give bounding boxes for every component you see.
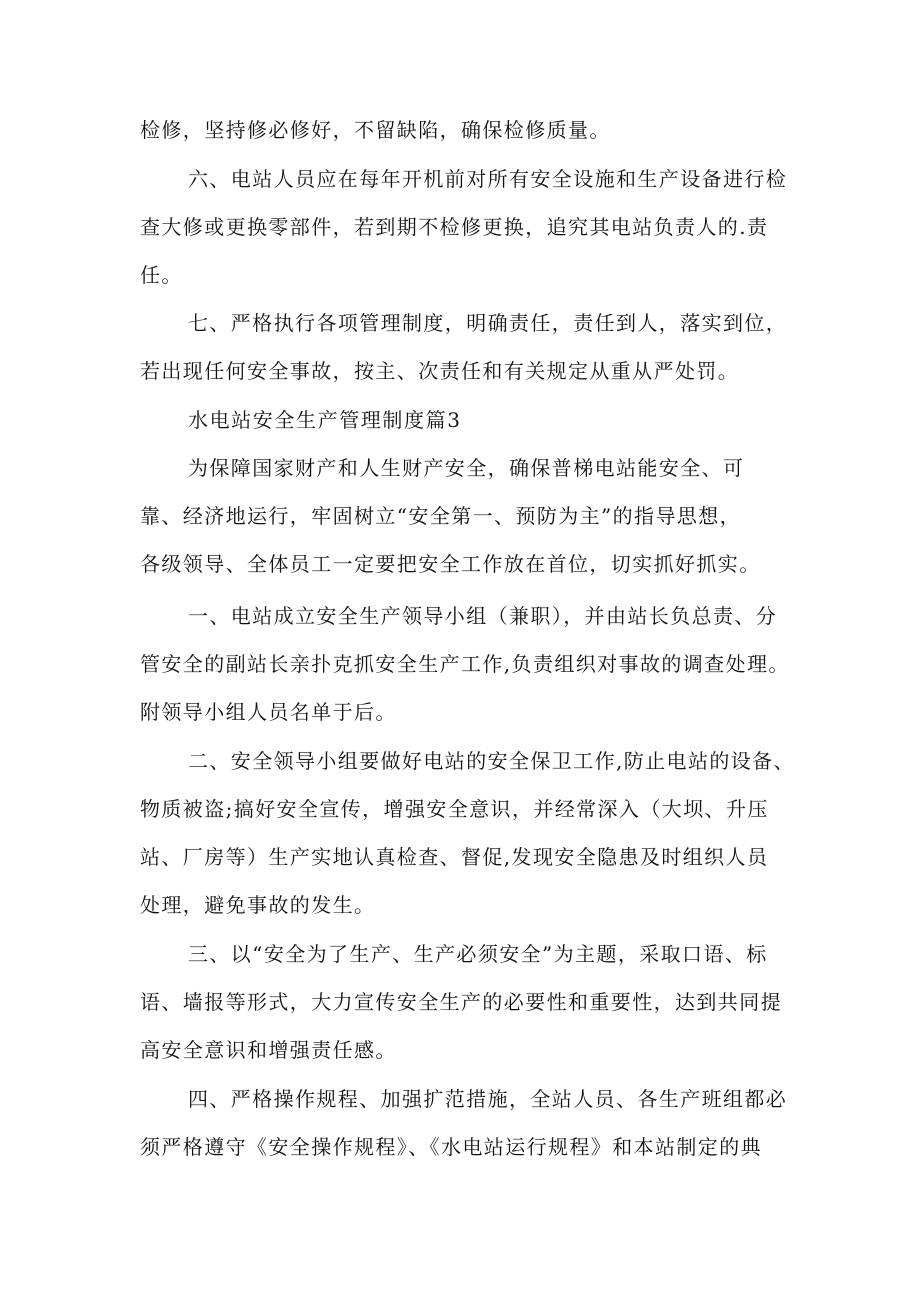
- text-line: 任。: [140, 263, 183, 287]
- text-line: 四、严格操作规程、加强扩范措施，全站人员、各生产班组都必: [188, 1087, 788, 1111]
- text-line: 若出现任何安全事故，按主、次责任和有关规定从重从严处罚。: [140, 359, 740, 383]
- text-line: 七、严格执行各项管理制度，明确责任，责任到人，落实到位，: [188, 311, 788, 335]
- text-line: 三、以“安全为了生产、生产必须安全”为主题，采取口语、标: [188, 942, 768, 966]
- text-line: 须严格遵守《安全操作规程》、《水电站运行规程》和本站制定的典: [140, 1135, 762, 1159]
- text-line: 语、墙报等形式，大力宣传安全生产的必要性和重要性，达到共同提: [140, 990, 782, 1014]
- text-line: 六、电站人员应在每年开机前对所有安全设施和生产设备进行检: [188, 167, 788, 191]
- text-line: 各级领导、全体员工一定要把安全工作放在首位，切实抓好抓实。: [140, 552, 761, 576]
- text-line: 为保障国家财产和人生财产安全，确保普梯电站能安全、可: [188, 456, 745, 480]
- text-line: 一、电站成立安全生产领导小组（兼职），并由站长负总责、分: [188, 604, 778, 628]
- text-line: 高安全意识和增强责任感。: [140, 1038, 397, 1062]
- text-line: 管安全的副站长亲扑克抓安全生产工作,负责组织对事故的调查处理。: [140, 652, 790, 676]
- text-line: 附领导小组人员名单于后。: [140, 700, 397, 724]
- text-line: 靠、经济地运行，牢固树立“安全第一、预防为主”的指导思想，: [140, 504, 742, 528]
- text-line: 处理，避免事故的发生。: [140, 893, 376, 917]
- text-line: 物质被盗;搞好安全宣传，增强安全意识，并经常深入（大坝、升压: [140, 797, 769, 821]
- text-line: 二、安全领导小组要做好电站的安全保卫工作,防止电站的设备、: [188, 749, 795, 773]
- text-line: 站、厂房等）生产实地认真检查、督促,发现安全隐患及时组织人员: [140, 845, 769, 869]
- text-line: 检修，坚持修必修好，不留缺陷，确保检修质量。: [140, 118, 611, 142]
- text-line: 查大修或更换零部件，若到期不检修更换，追究其电站负责人的.责: [140, 215, 769, 239]
- section-heading: 水电站安全生产管理制度篇3: [188, 408, 462, 432]
